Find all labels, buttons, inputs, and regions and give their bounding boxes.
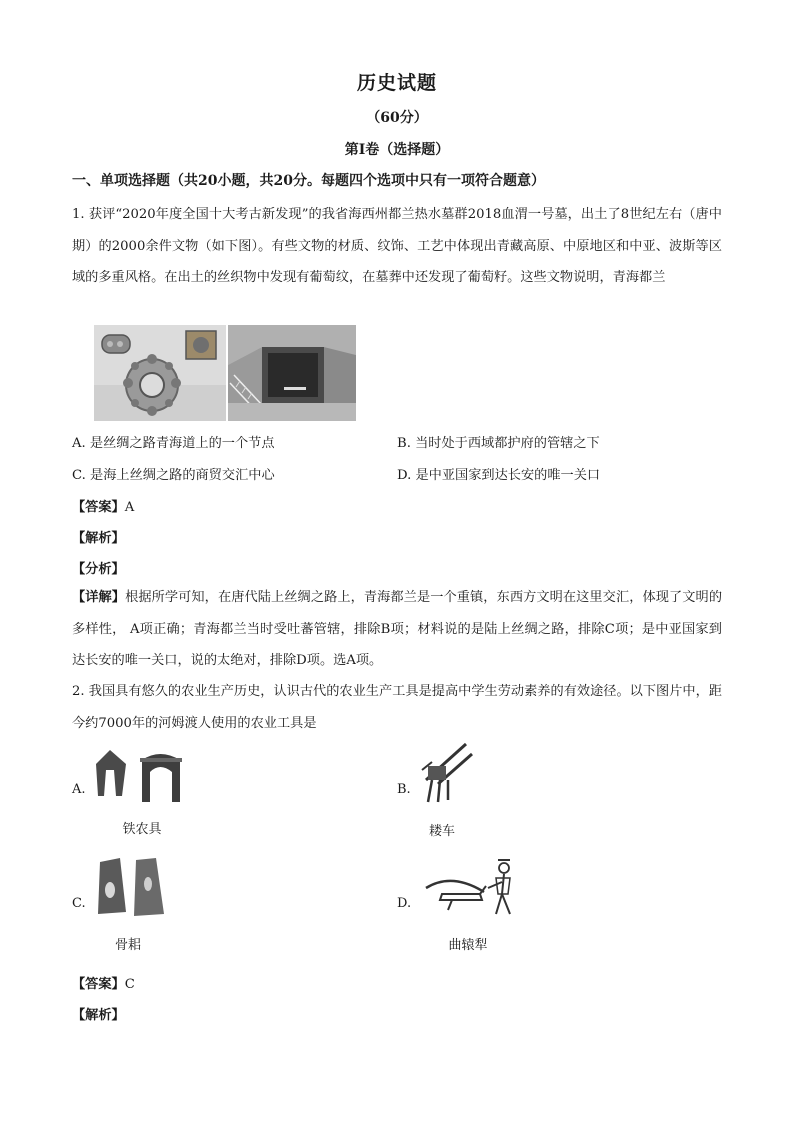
q2-option-c-image — [92, 856, 170, 918]
q1-option-d: D. 是中亚国家到达长安的唯一关口 — [397, 468, 601, 483]
q2-option-d-image — [422, 854, 524, 920]
q1-fenxi-label: 【分析】 — [72, 562, 125, 577]
page-title: 历史试题 — [356, 72, 437, 94]
q1-jiexi-label: 【解析】 — [72, 531, 125, 546]
q2-option-b-letter: B. — [397, 782, 411, 797]
q2-option-a-letter: A. — [72, 782, 86, 797]
q1-stem: 1. 获评“2020年度全国十大考古新发现”的我省海西州都兰热水墓群2018血渭一号墓，出土了8世纪左右（唐中期）的2000余件文物（如下图）。有些文物的材质、纹饰、工艺中体现出青藏高原、中原地区和中亚、波斯等区域的多重风格。在出土的丝织物中发现有葡萄纹，在墓葬中还发现了葡萄籽。这些文物说明，青海都兰 — [72, 207, 722, 285]
q2-option-b-image — [418, 740, 474, 806]
q2-option-c-caption: 骨耜 — [114, 938, 141, 953]
q1-answer-value: A — [124, 500, 135, 515]
q2-option-a-caption: 铁农具 — [122, 822, 162, 837]
q1-detail-label: 【详解】 — [72, 590, 126, 605]
q1-option-c: C. 是海上丝绸之路的商贸交汇中心 — [72, 468, 275, 483]
bone-spade-icon — [92, 856, 170, 918]
score-subtitle: （60分） — [366, 110, 428, 126]
tomb-image — [228, 325, 356, 421]
volume-heading: 第Ⅰ卷（选择题） — [344, 142, 450, 158]
q2-option-d-letter: D. — [397, 896, 412, 911]
q2-jiexi-label: 【解析】 — [72, 1008, 125, 1023]
curved-plough-icon — [422, 854, 524, 920]
q1-answer-label: 【答案】 — [72, 500, 125, 515]
q1-option-b: B. 当时处于西域都护府的管辖之下 — [397, 436, 600, 451]
q1-artifacts-photo — [94, 325, 226, 421]
q2-stem: 2. 我国具有悠久的农业生产历史，认识古代的农业生产工具是提高中学生劳动素养的有效途径。以下图片中，距今约7000年的河姆渡人使用的农业工具是 — [72, 684, 722, 731]
iron-tools-icon — [92, 746, 194, 806]
q2-option-a-image — [92, 746, 194, 806]
q1-answer — [72, 496, 134, 515]
seed-drill-icon — [418, 740, 474, 806]
q1-detail — [72, 582, 722, 677]
q2-option-b-caption: 耧车 — [428, 824, 455, 839]
section-heading: 一、单项选择题（共20小题，共20分。每题四个选项中只有一项符合题意） — [72, 173, 545, 189]
q2-answer-label: 【答案】 — [72, 977, 125, 992]
q1-detail-text: 根据所学可知，在唐代陆上丝绸之路上，青海都兰是一个重镇，东西方文明在这里交汇，体现了文明的多样性， A项正确；青海都兰当时受吐蕃管辖，排除B项；材料说的是陆上丝绸之路，排除C项；是中亚国家到达长安的唯一关口，说的太绝对，排除D项。选A项。 — [72, 590, 723, 668]
q2-answer-value: C — [124, 977, 135, 992]
q2-answer — [72, 973, 135, 992]
q2-option-c-letter: C. — [72, 896, 86, 911]
q1-option-a: A. 是丝绸之路青海道上的一个节点 — [72, 436, 275, 451]
artifacts-image — [94, 325, 226, 421]
q2-option-d-caption: 曲辕犁 — [448, 938, 488, 953]
q1-tomb-photo — [228, 325, 356, 421]
